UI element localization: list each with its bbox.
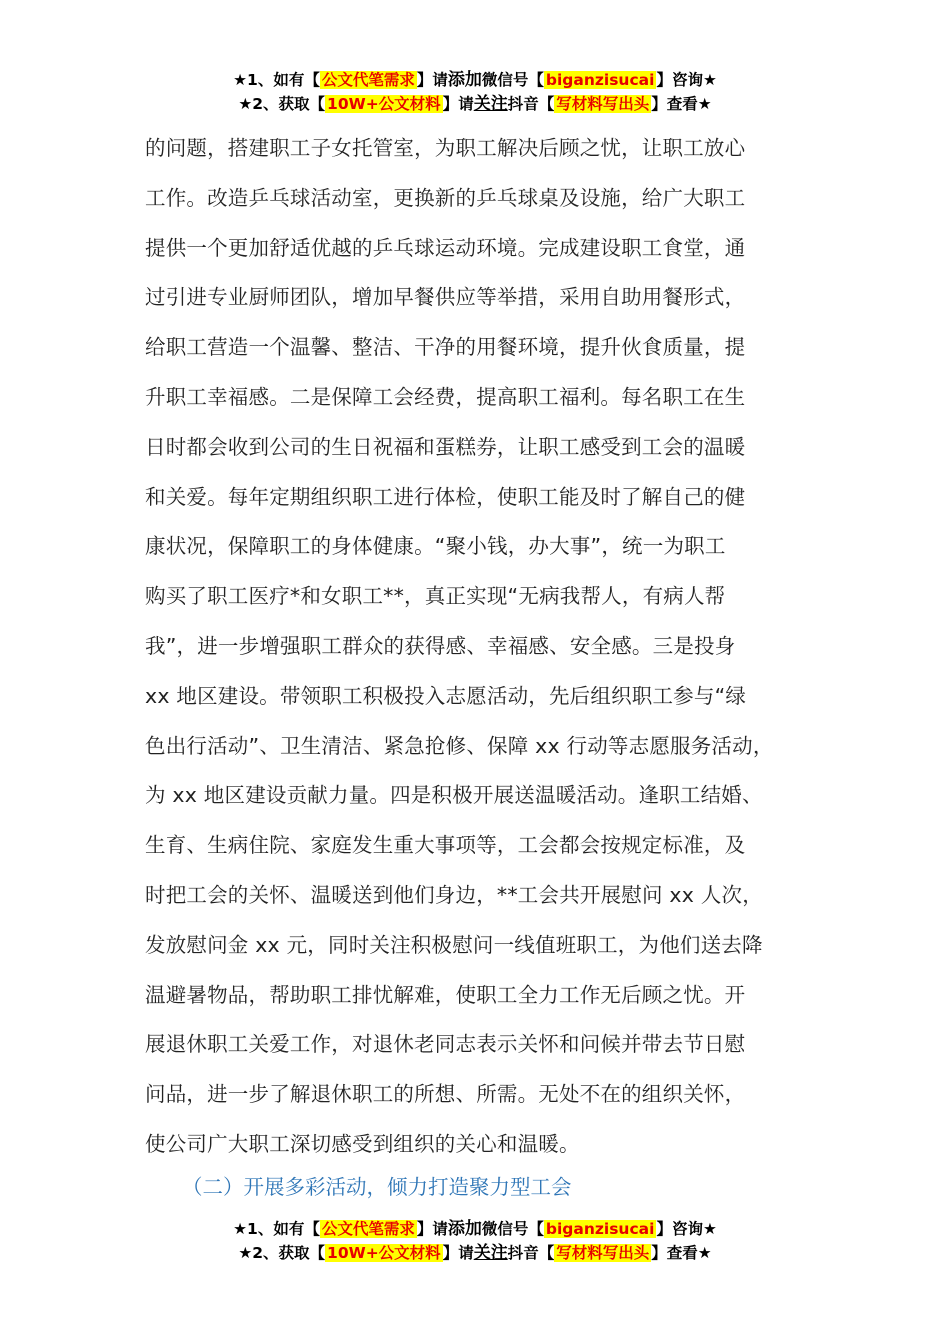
body-line: 过引进专业厨师团队，增加早餐供应等举措，采用自助用餐形式， — [145, 285, 746, 310]
highlight-wechat-id: biganzisucai — [545, 71, 655, 89]
highlight-wechat-id: biganzisucai — [545, 1220, 655, 1238]
highlight-service: 公文代笔需求 — [321, 1220, 415, 1238]
body-line: 工作。改造乒乓球活动室，更换新的乒乓球桌及设施，给广大职工 — [145, 185, 746, 210]
body-line: 日时都会收到公司的生日祝福和蛋糕券，让职工感受到工会的温暖 — [145, 434, 746, 459]
section-heading: （二）开展多彩活动，倾力打造聚力型工会 — [182, 1175, 572, 1199]
body-line: 给职工营造一个温馨、整洁、干净的用餐环境，提升伙食质量，提 — [145, 335, 746, 360]
highlight-douyin-account: 写材料写出头 — [556, 95, 650, 113]
body-line: 升职工幸福感。二是保障工会经费，提高职工福利。每名职工在生 — [145, 384, 746, 409]
banner-line-2: ★2、获取【 10W+公文材料 】请关注抖音【 写材料写出头 】查看★ — [238, 94, 712, 114]
body-line: 和关爱。每年定期组织职工进行体检，使职工能及时了解自己的健 — [145, 484, 746, 509]
body-line: 温避暑物品，帮助职工排忧解难，使职工全力工作无后顾之忧。开 — [145, 982, 746, 1007]
banner-bottom — [0, 1217, 950, 1265]
highlight-materials: 10W+公文材料 — [327, 95, 441, 113]
body-line: 康状况，保障职工的身体健康。“聚小钱，办大事”，统一为职工 — [145, 534, 726, 559]
banner-line-2: ★2、获取【 10W+公文材料 】请关注抖音【 写材料写出头 】查看★ — [238, 1243, 712, 1263]
body-line: 问品，进一步了解退休职工的所想、所需。无处不在的组织关怀， — [145, 1082, 746, 1107]
banner-line-1: ★1、如有【 公文代笔需求 】请添加微信号【 biganzisucai 】咨询★ — [233, 70, 717, 90]
body-line: 我”，进一步增强职工群众的获得感、幸福感、安全感。三是投身 — [145, 633, 736, 658]
highlight-douyin-account: 写材料写出头 — [556, 1244, 650, 1262]
body-line: 为 xx 地区建设贡献力量。四是积极开展送温暖活动。逢职工结婚、 — [145, 783, 763, 808]
highlight-materials: 10W+公文材料 — [327, 1244, 441, 1262]
body-line: 色出行活动”、卫生清洁、紧急抢修、保障 xx 行动等志愿服务活动， — [145, 733, 774, 758]
body-line: 发放慰问金 xx 元，同时关注积极慰问一线值班职工，为他们送去降 — [145, 932, 763, 957]
body-line: 生育、生病住院、家庭发生重大事项等，工会都会按规定标准，及 — [145, 833, 746, 858]
body-line: 时把工会的关怀、温暖送到他们身边，**工会共开展慰问 xx 人次， — [145, 882, 763, 907]
body-line: 的问题，搭建职工子女托管室，为职工解决后顾之忧，让职工放心 — [145, 136, 746, 160]
highlight-service: 公文代笔需求 — [321, 71, 415, 89]
body-line: xx 地区建设。带领职工积极投入志愿活动，先后组织职工参与“绿 — [145, 683, 747, 708]
body-line: 使公司广大职工深切感受到组织的关心和温暖。 — [145, 1131, 580, 1156]
banner-top — [0, 68, 950, 116]
banner-line-1: ★1、如有【 公文代笔需求 】请添加微信号【 biganzisucai 】咨询★ — [233, 1219, 717, 1239]
body-line: 提供一个更加舒适优越的乒乓球运动环境。完成建设职工食堂，通 — [145, 235, 746, 260]
body-line: 购买了职工医疗*和女职工**，真正实现“无病我帮人，有病人帮 — [145, 584, 726, 609]
body-line: 展退休职工关爱工作，对退休老同志表示关怀和问候并带去节日慰 — [145, 1032, 746, 1057]
document-body — [145, 124, 835, 1170]
